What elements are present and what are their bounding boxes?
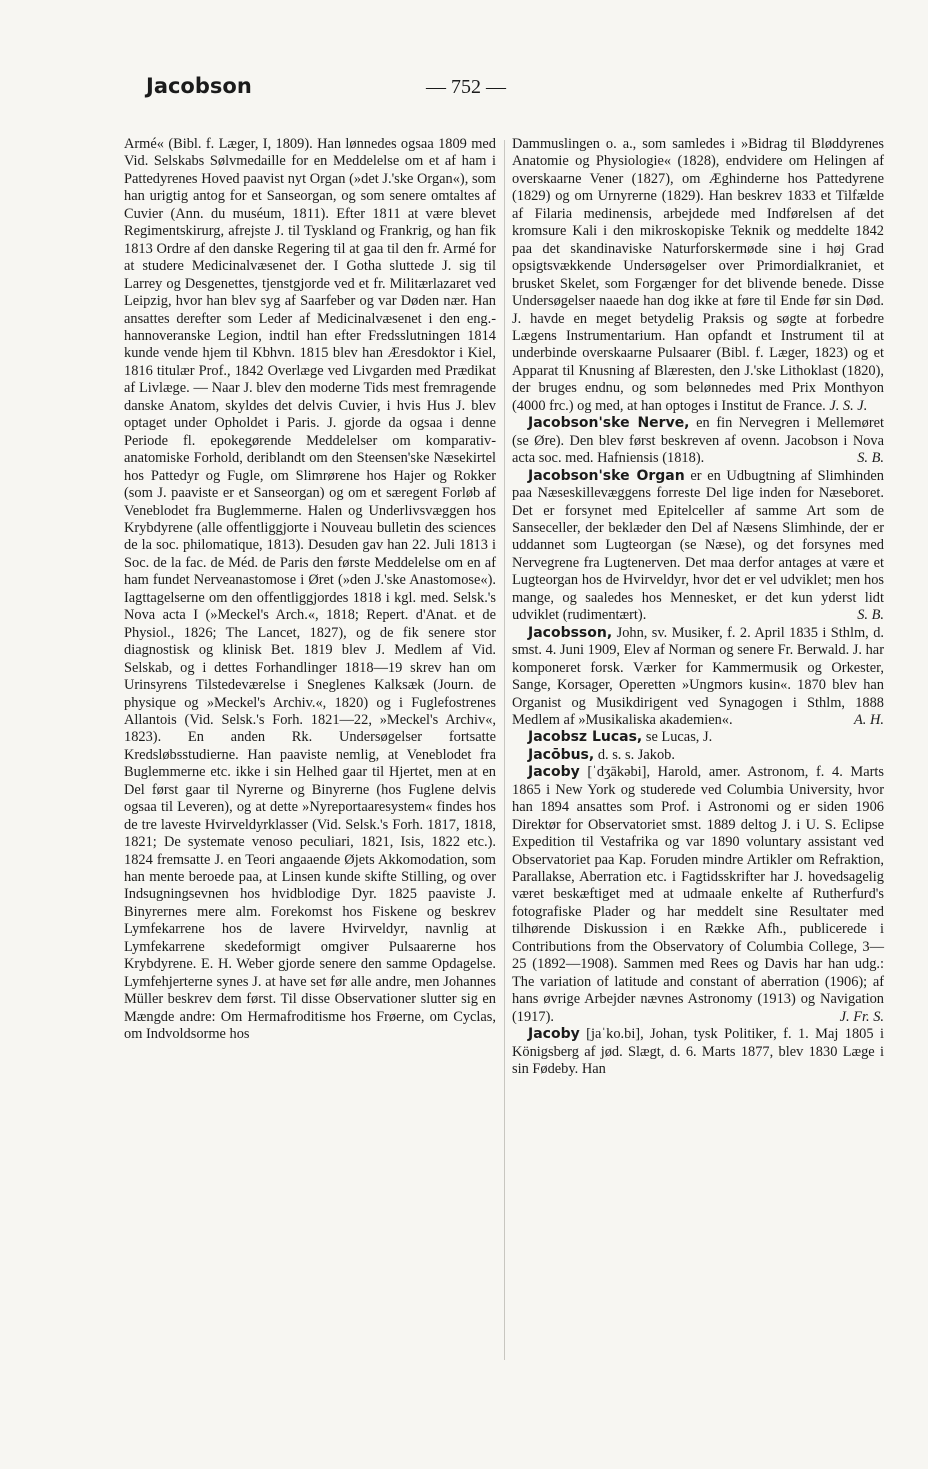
entry-text: John, sv. Musiker, f. 2. April 1835 i Sthlm, d. smst. 4. Juni 1909, Elev af Norman og senere Fr. Berwald. J. har komponeret forsk. Værker for Kammermusik og Orkester, Sange, Korsager, Operetten »Ungmors kusin«. 1870 blev han Organist og Musikdirigent ved Synagogen i Sthlm, 1888 Medlem af »Musikaliska akademien«.: [512, 624, 884, 728]
author-signature: A. H.: [854, 711, 884, 728]
dictionary-entry: [512, 625, 884, 730]
dictionary-entry: [512, 729, 884, 746]
paragraph: [512, 136, 884, 415]
dictionary-entry: [512, 468, 884, 625]
author-signature: S. B.: [857, 450, 884, 467]
headword: Jacoby: [528, 764, 580, 781]
dictionary-entry: [512, 747, 884, 764]
entry-text: er en Udbugtning af Slimhinden paa Næseskillevæggens forreste Del lige inden for Næseboret. Det er forsynet med Epitelceller af samme Art som de Sanseceller, der beklæder den Del af Næsens Slimhinde, der er uddannet som Lugteorgan (se Næse), og det forsynes med Nervegrene fra Lugtenerven. Det maa derfor antages at være et Lugteorgan hos de Hvirveldyr, hvor det er vel udviklet; men hos mange, og saaledes hos Mennesket, er det kun yderst lidt udviklet (rudimentært).: [512, 467, 885, 624]
dictionary-entry: [512, 415, 884, 467]
headword: Jacoby: [528, 1026, 580, 1043]
author-signature: J. Fr. S.: [839, 1008, 884, 1025]
right-column: [512, 136, 884, 1078]
entry-text: d. s. s. Jakob.: [594, 746, 675, 763]
headword: Jacobsson,: [528, 624, 613, 641]
headword: Jacobson'ske Nerve,: [528, 415, 690, 432]
author-signature: J. S. J.: [829, 397, 868, 414]
page-header: [146, 74, 786, 104]
left-column: [124, 136, 496, 1044]
entry-text: [ˈdʒākəbi], Harold, amer. Astronom, f. 4. Marts 1865 i New York og studerede ved Columbia University, hvor han 1894 ansattes som Prof. i Astronomi og er siden 1906 Direktør for Observatoriet smst. 1889 deltog J. i U. S. Eclipse Expedition til Vestafrika og var 1890 voluntary assistant ved Observatoriet paa Kap. Foruden mindre Artikler om Refraktion, Parallakse, Aberration etc. i Fagtidsskrifter har J. hovedsagelig været beskæftiget med at udmaale enkelte af Rutherfurd's fotografiske Plader og har meddelt sine Resultater med tilhørende Diskussion i en Række Afh., publicerede i Contributions from the Observatory of Columbia College, 3—25 (1892—1908). Sammen med Rees og Davis har han udg.: The variation of latitude and constant of aberration (1906); af hans øvrige Arbejder nævnes Astronomy (1913) og Navigation (1917).: [512, 764, 884, 1025]
headword: Jacobsz Lucas,: [528, 729, 643, 746]
dictionary-entry: [512, 764, 884, 1026]
dictionary-entry: [512, 1026, 884, 1078]
running-head: Jacobson: [146, 74, 252, 98]
author-signature: S. B.: [857, 607, 884, 624]
paragraph-text: Dammuslingen o. a., som samledes i »Bidrag til Bløddyrenes Anatomie og Physiologie« (1828), endvidere om Helingen af overskaarne Vener (1827), om Æghinderne hos Pattedyrene (1829) og om Urnyrerne (1829). Han beskrev 1833 et Tilfælde af Filaria medinensis, arbejdede med Indførelsen af det kromsure Kali i den mikroskopiske Teknik og meddelte 1842 paa det skandinaviske Naturforskermøde sine i høj Grad opsigtsvækkende Undersøgelser over Primordialkraniet, et brusket Skelet, som Forgænger for det blivende benede. Disse Undersøgelser naaede han dog ikke at føre til Ende før sin Død. J. havde en meget betydelig Praksis og søgte at forbedre Lægens Instrumentarium. Han opfandt et Instrument til at underbinde overskaarne Pulsaarer (Bibl. f. Læger, 1823) og et Apparat til Knusning af Blæresten, den J.'ske Lithoklast (1820), der bruges endnu, og som belønnedes med Prix Monthyon (4000 frc.) og med, at han optoges i Institut de France.: [512, 136, 884, 414]
page-number: — 752 —: [426, 76, 506, 98]
entry-text: se Lucas, J.: [642, 729, 713, 746]
paragraph-text: Armé« (Bibl. f. Læger, I, 1809). Han lønnedes ogsaa 1809 med Vid. Selskabs Sølvmedaille for en Meddelelse om et af ham i Pattedyrenes Hoved paavist nyt Organ (»det J.'ske Organ«), som han urigtig antog for et Sanseorgan, og som senere omtaltes af Cuvier (Ann. du muséum, 1811). Efter 1811 at være blevet Regimentskirurg, afrejste J. til Tyskland og Frankrig, og han fik 1813 Ordre af den danske Regering til at gaa til den fr. Armé for at studere Medicinalvæsenet der. I Gotha sluttede J. sig til Larrey og Desgenettes, tjenstgjorde ved et fr. Militærlazaret ved Leipzig, hvor han blev syg af Saarfeber og var Døden nær. Han ansattes derefter som Leder af Medicinalvæsenet i den eng.-hannoveranske Legion, indtil han efter Fredsslutningen 1814 kunde vende hjem til Kbhvn. 1815 blev han Æresdoktor i Kiel, 1816 titulær Prof., 1842 Overlæge ved Livgarden med Prædikat af Livlæge. — Naar J. blev den moderne Tids mest fremragende danske Anatom, skyldes det delvis Cuvier, i hvis Hus J. blev optaget under Opholdet i Paris. J. gjorde da ogsaa i denne Periode fl. epokegørende Meddelelser om komparativ-anatomiske Forhold, deriblandt om den Steensen'ske Næsekirtel hos Pattedyr og Fugle, om Slimrørene hos Hajer og Rokker (som J. paaviste er et Sanseorgan) og om et særegent Forløb af Veneblodet fra Buglemmerne. Halen og Underlivsvæggen hos Krybdyrene (alle offentliggjorte i Nouveau bulletin des sciences de la soc. philomatique, 1813). Desuden gav han 22. Juli 1813 i Soc. de la fac. de Méd. de Paris den første Meddelelse om en af ham fundet Nerveanastomose i Øret (»den J.'ske Anastomose«). Iagttagelserne om den offentliggjordes 1818 i kgl. med. Selsk.'s Nova acta I (»Meckel's Arch.«, 1818; Repert. d'Anat. et de Physiol., 1826; The Lancet, 1827), og de fik senere stor diagnostisk og klinisk Bet. 1819 blev J. Medlem af Vid. Selskab, og i dettes Forhandlinger 1818—19 skrev han om Urinsyrens Tilstedeværelse i Sneglenes Kalksæk (Journ. de physique og »Meckel's Archiv.«, 1820) og i Fuglefostrenes Allantois (Vid. Selsk.'s Forh. 1821—22, »Meckel's Archiv«, 1823). En anden Rk. Undersøgelser fortsatte Kredsløbsstudierne. Han paaviste nemlig, at Veneblodet fra Buglemmerne etc. ikke i sin Helhed gaar til Hjertet, men at en Del først gaar til Nyrerne og Binyrerne (hos Fuglene delvis ogsaa til Leveren), og at dette »Nyreportaaresystem« findes hos de tre laveste Hvirveldyrklasser (Vid. Selsk.'s Forh. 1817, 1818, 1821; De systemate venoso peculiari, 1821, Isis, 1822 etc.). 1824 fremsatte J. en Teori angaaende Øjets Akkomodation, som han mente beroede paa, at Linsen kunde skifte Stilling, og over Indsugningsevnen hos hvidblodige Dyr. 1825 paaviste J. Binyrernes mere alm. Forekomst hos Fiskene og beskrev Lymfekarrene hos de lavere Hvirveldyr, navnlig at Lymfekarrene skedeformigt omgiver Pulsaarerne hos Krybdyrene. E. H. Weber gjorde senere den samme Opdagelse. Lymfehjerterne synes J. at have set før alle andre, men Johannes Müller beskrev dem først. Til disse Observationer slutter sig en Mængde andre: Om Hermafroditisme hos Frøerne, om Cyclas, om Indvoldsorme hos: [124, 136, 496, 1043]
entry-text: [jaˈko.bi], Johan, tysk Politiker, f. 1. Maj 1805 i Königsberg af jød. Slægt, d. 6. Marts 1877, blev 1830 Læge i sin Fødeby. Han: [512, 1026, 884, 1078]
headword: Jacobson'ske Organ: [528, 467, 685, 484]
column-divider: [504, 140, 505, 1360]
headword: Jacōbus,: [528, 746, 595, 763]
entry-text: en fin Nervegren i Mellemøret (se Øre). Den blev først beskreven af ovenn. Jacobson i Nova acta soc. med. Hafniensis (1818).: [512, 415, 884, 467]
paragraph: [124, 136, 496, 1044]
